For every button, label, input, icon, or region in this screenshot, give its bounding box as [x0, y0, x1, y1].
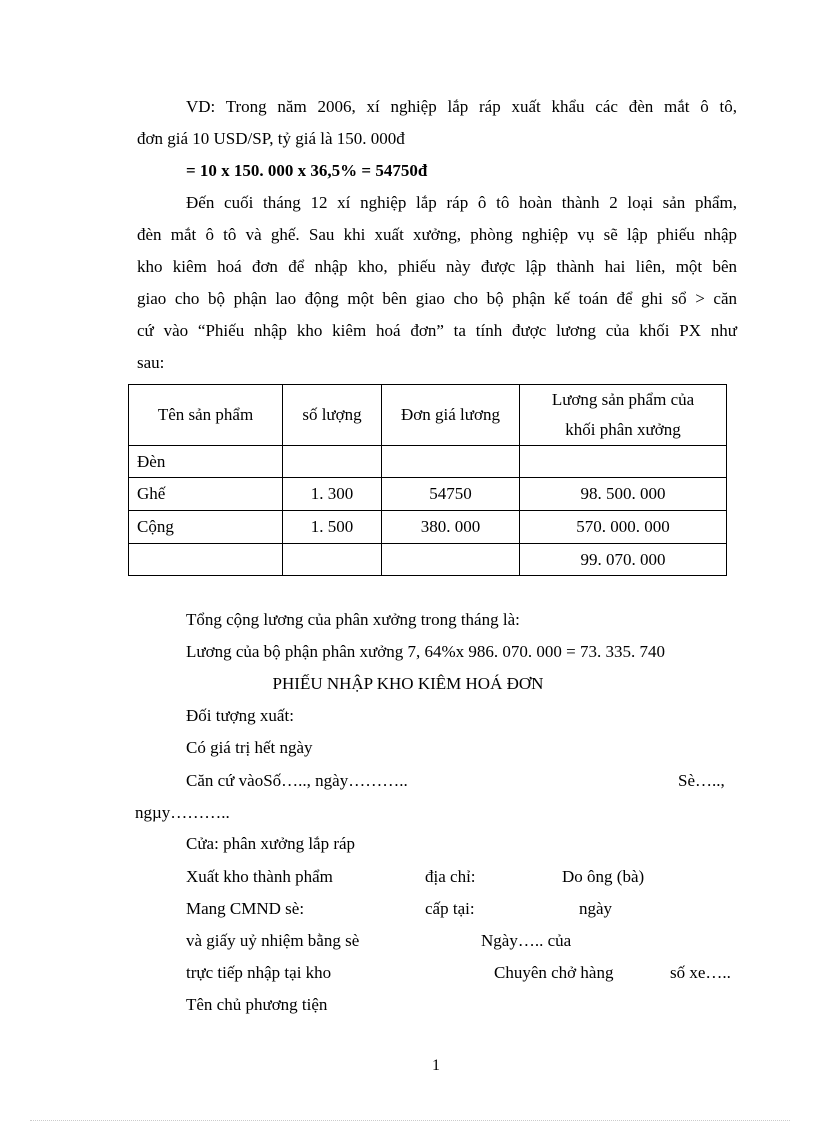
table-cell [520, 446, 727, 478]
wage-table [128, 384, 727, 576]
form-field: cấp tại: [425, 899, 475, 918]
table-cell: 1. 300 [283, 478, 382, 511]
table-cell: 98. 500. 000 [520, 478, 727, 511]
table-cell: Ghế [129, 478, 283, 511]
header-cell [520, 385, 727, 446]
paragraph-line: sau: [137, 353, 165, 372]
form-field: Xuất kho thành phẩm [186, 867, 333, 886]
page-number: 1 [432, 1057, 440, 1074]
total-label: Tổng cộng lương của phân xưởng trong tháng là: [186, 610, 520, 629]
table-row [129, 544, 727, 576]
table-cell: Đèn [129, 446, 283, 478]
form-field: trực tiếp nhập tại kho [186, 963, 332, 982]
header-cell: số lượng [283, 385, 382, 446]
header-cell: Tên sản phẩm [129, 385, 283, 446]
form-field: Mang CMND sè: [186, 899, 305, 918]
paragraph-line: giao cho bộ phận lao động một bên giao cho bộ phận kế toán để ghi sổ > căn [137, 289, 737, 308]
paragraph-line: cứ vào “Phiếu nhập kho kiêm hoá đơn” ta tính được lương của khối PX như [137, 321, 737, 340]
calc-line: Lương của bộ phận phân xưởng 7, 64%x 986. 070. 000 = 73. 335. 740 [186, 642, 665, 661]
form-field: Ngày….. của [481, 931, 572, 950]
table-cell [382, 446, 520, 478]
form-title: PHIẾU NHẬP KHO KIÊM HOÁ ĐƠN [272, 674, 544, 693]
form-field: Sè….., [678, 771, 725, 790]
form-field: và giấy uỷ nhiệm bằng sè [186, 931, 360, 950]
paragraph-line: đơn giá 10 USD/SP, tỷ giá là 150. 000đ [137, 129, 405, 148]
form-field: Do ông (bà) [562, 867, 645, 886]
header-line: Lương sản phẩm của [551, 390, 695, 409]
table-row [129, 446, 727, 478]
form-field: ngµy……….. [135, 803, 230, 822]
table-cell: 1. 500 [283, 511, 382, 544]
form-field: Đối tượng xuất: [186, 706, 294, 725]
table-cell: 570. 000. 000 [520, 511, 727, 544]
paragraph-line: kho kiêm hoá đơn để nhập kho, phiếu này được lập thành hai liên, một bên [137, 257, 737, 276]
table-cell [382, 544, 520, 576]
table-cell: 99. 070. 000 [520, 544, 727, 576]
paragraph-line: VD: Trong năm 2006, xí nghiệp lắp ráp xuất khẩu các đèn mắt ô tô, [186, 97, 737, 116]
table-header-row [129, 385, 727, 446]
footer-divider [30, 1120, 790, 1121]
table-cell: Cộng [129, 511, 283, 544]
form-field: Chuyên chở hàng [494, 963, 614, 982]
header-cell: Đơn giá lương [382, 385, 520, 446]
form-field: Có giá trị hết ngày [186, 738, 313, 757]
table-cell [283, 544, 382, 576]
form-field: Tên chủ phương tiện [186, 995, 328, 1014]
form-field: Căn cứ vàoSố….., ngày……….. [186, 771, 408, 790]
table-row [129, 478, 727, 511]
table-cell: 54750 [382, 478, 520, 511]
table-cell: 380. 000 [382, 511, 520, 544]
paragraph-line: đèn mắt ô tô và ghế. Sau khi xuất xưởng, phòng nghiệp vụ sẽ lập phiếu nhập [137, 225, 737, 244]
formula-line: = 10 x 150. 000 x 36,5% = 54750đ [186, 161, 428, 180]
table-cell [129, 544, 283, 576]
form-field: số xe….. [670, 963, 731, 982]
form-field: Cửa: phân xưởng lắp ráp [186, 834, 356, 853]
paragraph-line: Đến cuối tháng 12 xí nghiệp lắp ráp ô tô hoàn thành 2 loại sản phẩm, [186, 193, 737, 212]
table-cell [283, 446, 382, 478]
form-field: ngày [579, 899, 613, 918]
form-field: địa chỉ: [425, 867, 476, 886]
table-row [129, 511, 727, 544]
header-line: khối phân xưởng [565, 420, 681, 439]
